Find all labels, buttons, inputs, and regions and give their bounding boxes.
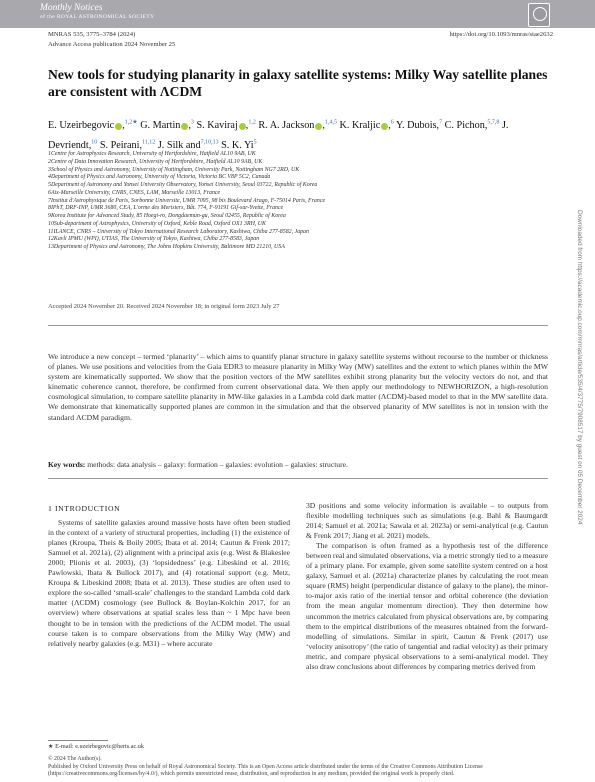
citation: MNRAS 535, 3775–3784 (2024) [48,31,136,38]
author[interactable] [258,120,337,131]
section-heading: 1 INTRODUCTION [48,504,121,513]
affiliation: 10Sub-department of Astrophysics, University of Oxford, Keble Road, Oxford OX1 3RH, UK [48,220,266,227]
affiliation-marker[interactable]: 11,12 [142,139,156,146]
author-list [48,115,553,154]
intro-paragraph: The comparison is often framed as a hypothesis test of the difference between real and simulated observations, via a metric strongly tied to a measure of a primary plane. For example, given some satellite system centred on a host galaxy, Samuel et al. (2021a) characterize planes by calculating the root mean square (RMS) height (perpendicular distance of galaxy to the plane), the minor-to-major axis ratio of the inertial tensor and orbital coherence (the deviation from the mean angular momentum direction). They then determine how uncommon the metrics calculated from physical observations are, by comparing them to the empirical distributions of the measures obtained from the forward-modelling of simulations. Similar in spirit, Cautun & Frenk (2017) use ‘velocity anisotropy’ (the ratio of tangential and radial velocity) as their primary metric, and compare physical observations to a semi-analytical model. They also draw conclusions about differences by comparing metrics derived from [306,541,548,671]
author[interactable] [100,140,155,151]
affiliation: 5Department of Astronomy and Yonsei University Observatory, Yonsei University, Seoul 03722, Republic of Korea [48,182,318,188]
author-name: K. Kraljic [339,120,381,132]
author-name: Y. Dubois, [395,120,440,132]
author-separator: , [122,120,125,132]
author-name: J. Devriendt, [48,120,509,151]
author-separator: and [183,139,201,151]
affiliation-marker[interactable]: 10 [91,139,98,146]
affiliation-list [48,151,548,252]
affiliation-marker[interactable]: 7 [439,120,443,126]
page-title: New tools for studying planarity in galaxy satellite systems: Milky Way satellite planes are consistent with ΛCDM [48,67,548,99]
intro-paragraph: Systems of satellite galaxies around massive hosts have often been studied in the context of a variety of structural properties, including (1) the existence of planes (Kroupa, Theis & Boily 2005; Ibata et al. 2014; Cautun & Frenk 2017; Samuel et al. 2021a), (2) alignment with a principal axis (e.g. West & Blakeslee 2000; Plionis et al. 2003), (3) ‘lopsidedness’ (e.g. Libeskind et al. 2016; Pawlowski, Ibata & Bullock 2017), and (4) rotational support (e.g. Metz, Kroupa & Libeskind 2008; Ibata et al. 2013). These studies are often used to explore the so-called ‘small-scale’ challenges to the standard Lambda cold dark matter (ΛCDM) cosmology (see Bullock & Boylan-Kolchin 2017, for an overview) where observations at spatial scales less than ~ 1 Mpc have been thought to be in tension with the predictions of the ΛCDM model. The usual course taken is to compare observations from the Milky Way (MW) and relatively nearby galaxies (e.g. M31) – where accurate [48,518,290,648]
author[interactable] [396,120,442,131]
footnote-divider [48,740,108,741]
journal-logo[interactable] [40,3,155,22]
affiliation-marker[interactable]: 5,7,8 [487,120,500,126]
affiliation-marker[interactable]: 7,10,13 [200,139,219,146]
affiliation: 1Centre for Astrophysics Research, University of Hertfordshire, Hatfield AL10 9AB, UK [48,151,256,157]
intro-left-column [48,504,290,649]
journal-header-band [0,0,595,28]
divider [48,478,548,479]
author-name: S. Kaviraj [196,120,238,132]
affiliation-marker[interactable]: 1,4,5 [324,120,337,126]
author-name: J. Silk [157,139,184,151]
orcid-icon[interactable] [239,123,246,130]
divider [48,325,548,326]
affiliation: 11ILANCE, CNRS – University of Tokyo International Research Laboratory, Kashiwa, Chiba 277-8582, Japan [48,228,309,235]
affiliation: 8IPhT, DRF-INP, UMR 3680, CEA, L'orme des Merisiers, Bât. 774, F-91191 Gif-sur-Yvette, France [48,205,284,212]
download-watermark [573,210,583,670]
download-watermark-text: Downloaded from https://academic.oup.com/mnras/article/535/4/3775/7908517 by guest on 05 December 2024 [576,210,583,525]
license-text: Published by Oxford University Press on behalf of Royal Astronomical Society. This is an Open Access article distributed under the terms of the Creative Commons Attribution License (https://creativecommons.org/licenses/by/4.0/), which permits unrestricted reuse, distribution, and reproduction in any medium, provided the original work is properly cited. [48,763,483,777]
author-name: C. Pichon, [444,120,488,132]
affiliation: 4Department of Physics and Astronomy, University of Victoria, Victoria BC V8P 5C2, Canada [48,174,271,181]
affiliation: 2Centre of Data Innovation Research, University of Hertfordshire, Hatfield AL10 9AB, UK [48,158,263,165]
intro-paragraph: 3D positions and some velocity information is available – to outputs from flexible modelling techniques such as simulations (e.g. Bahl & Baumgardt 2014; Samuel et al. 2021a; Sawala et al. 2023a) or semi-analytical (e.g. Cautun & Frenk 2017; Jiang et al. 2021) models. [306,501,548,541]
abstract: We introduce a new concept – termed ‘planarity’ – which aims to quantify planar structure in galaxy satellite systems without recourse to the number or thickness of planes. We use positions and velocities from the Gaia EDR3 to measure planarity in Milky Way (MW) satellites and the extent to which planes within the MW system are kinematically supported. We show that the position vectors of the MW satellites exhibit strong planarity but the velocity vectors do not, and that kinematic coherence cannot, therefore, be confirmed from current observational data. We then apply our methodology to NEWHORIZON, a high-resolution cosmological simulation, to compare satellite planarity in MW-like galaxies in a Lambda cold dark matter (ΛCDM)-based model to that in the MW satellite data. We demonstrate that kinematically supported planes are common in the simulation and that the observed planarity of MW satellites is not in tension with the standard ΛCDM paradigm. [48,352,548,422]
keywords-label: Key words: [48,460,86,469]
author[interactable] [48,120,138,131]
affiliation: 3School of Physics and Astronomy, University of Nottingham, University Park, Nottingham NG7 2RD, UK [48,166,300,173]
intro-right-column [306,501,548,672]
affiliation: 6Aix-Marseille University, CNRS, CNES, LAM, Marseille 13013, France [48,189,221,196]
email-footnote[interactable]: ★ E-mail: e.uzeirbegovic@herts.ac.uk [48,743,144,750]
copyright-notice [48,756,553,779]
author-name: E. Uzeirbegovic [48,120,115,132]
ras-crest-icon [528,3,550,27]
affiliation-marker[interactable]: 5 [253,139,257,146]
copyright-line: © 2024 The Author(s). [48,756,102,762]
doi-link[interactable]: https://doi.org/10.1093/mnras/stae2632 [449,31,553,38]
advance-access: Advance Access publication 2024 November 25 [48,41,176,48]
author-name: R. A. Jackson [258,120,315,132]
affiliation: 7Institut d'Astrophysique de Paris, Sorbonne Universite, UMR 7095, 98 bis Boulevard Arago, F-75014 Paris, France [48,197,326,204]
affiliation-marker[interactable]: 3 [190,120,194,126]
affiliation: 12Kavli IPMU (WPI), UTIAS, The University of Tokyo, Kashiwa, Chiba 277-8583, Japan [48,236,260,243]
author[interactable] [196,120,255,131]
author[interactable] [221,140,256,151]
author-name: S. K. Yi [221,139,254,151]
author-name: G. Martin [140,120,181,132]
journal-society: of the ROYAL ASTRONOMICAL SOCIETY [40,14,155,20]
author-separator: , [388,120,391,132]
affiliation: 9Korea Institute for Advanced Study, 85 Hoegi-ro, Dongdaemun-gu, Seoul 02455, Republic of Korea [48,213,286,219]
affiliation-marker[interactable]: 1,2★ [124,120,138,126]
author-separator: , [245,120,249,132]
author[interactable] [340,120,394,131]
author[interactable] [158,140,219,151]
author[interactable] [445,120,500,131]
author-separator: , [188,120,191,132]
author-name: S. Peirani, [99,139,143,151]
affiliation-marker[interactable]: 1,2 [248,120,256,126]
author[interactable] [140,120,194,131]
author-separator: , [322,120,325,132]
publication-dates: Accepted 2024 November 20. Received 2024 November 18; in original form 2023 July 27 [48,303,280,310]
affiliation: 13Department of Physics and Astronomy, The Johns Hopkins University, Baltimore MD 21210, USA [48,244,285,250]
keywords-text: methods: data analysis – galaxy: formation – galaxies: evolution – galaxies: structure. [87,460,348,469]
journal-name: Monthly Notices [40,3,103,13]
affiliation-marker[interactable]: 6 [390,120,394,126]
keywords [48,460,548,469]
